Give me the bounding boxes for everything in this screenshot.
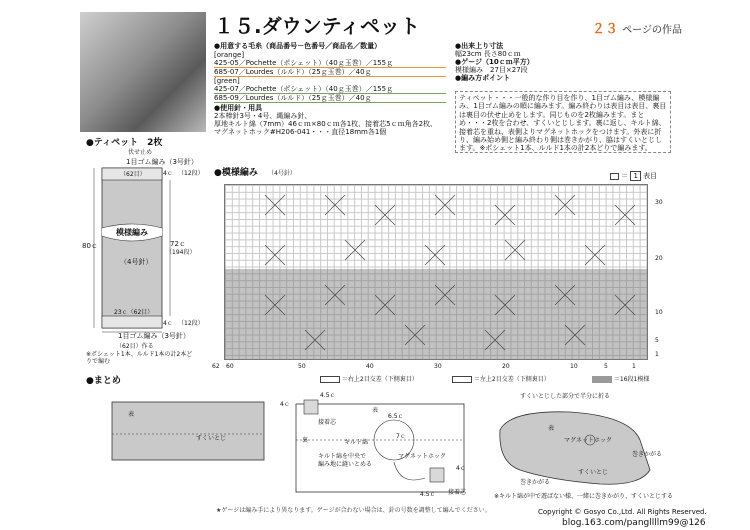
col-label-1: 1 <box>632 363 636 370</box>
gauge-value: 模様編み 27目×27段 <box>455 66 528 75</box>
row-label-30: 30 <box>655 199 663 206</box>
legend-eq: ＝ <box>621 172 629 180</box>
finish-diagram-3 <box>490 400 663 492</box>
copyright: Copyright © Gosyo Co.,Ltd. All Rights Reserved. <box>538 508 707 516</box>
cable-crossings <box>225 185 649 361</box>
col-label-40: 40 <box>366 363 374 370</box>
row-label-10: 10 <box>655 309 663 316</box>
key-repeat <box>592 376 649 384</box>
green-yarn-1: 425-07／Pochette（ポシェット）（40ｇ玉巻）／155ｇ <box>214 85 446 94</box>
finish-omote3: 表 <box>548 425 555 432</box>
finish-sukui2: すくいとじ <box>578 469 609 476</box>
finish-fold: すくいとじした部分で半分に折る <box>520 393 611 400</box>
key-left-cross <box>452 376 550 384</box>
chart-heading: ●模様編み <box>214 168 258 178</box>
size-value: 幅23cm 長さ80ｃｍ <box>455 50 521 59</box>
finish-diagram-1 <box>100 396 270 466</box>
finish-maki2: 巻きかがる <box>520 479 551 486</box>
key-right-cross <box>320 376 418 384</box>
c4-bot-label: 4ｃ <box>163 320 173 327</box>
make-label: （62目）作る <box>116 343 154 350</box>
col-label-5: 5 <box>604 363 608 370</box>
finish-center2: 編み地に縫いとめる <box>318 461 373 468</box>
width-23-label: 23ｃ（62目） <box>114 309 154 316</box>
rows-194-label: （194段） <box>166 249 196 256</box>
empty-cell-icon <box>610 173 619 180</box>
length-72-label: 72ｃ <box>170 240 186 248</box>
finish-maki: 巻きかがる <box>632 451 663 458</box>
finish-c45-a: 4.5ｃ <box>320 392 336 399</box>
points-box: ティペット・・・一般的な作り目を作り、1目ゴム編み、模様編み、1目ゴム編みの順に編みます。編み終わりは表目は表目、裏目は裏目の伏せ止めをします。同じものを2枚編みます。まとめ・・・2枚を合わせ、すくいとじします。裏に返し、キルト綿、接着芯を重ね、表側よりマグネットホックをつけます。外表に折り、編み始め側と編み終わり側は巻きかがり、脇はすくいとじします。※ポシェット1本、ルルド1本の計2本どりで編みます。 <box>455 91 671 153</box>
chart-legend <box>610 172 657 180</box>
cast-off-label: 伏せ止め <box>128 149 153 156</box>
model-photo <box>80 12 206 132</box>
finish-c45-b: 4.5ｃ <box>420 491 436 498</box>
finish-c7: 7ｃ <box>396 433 406 440</box>
right-cross-icon <box>320 376 340 383</box>
c4-top-label: 4ｃ <box>163 170 173 177</box>
row-label-5: 5 <box>655 337 659 344</box>
finish-sukui: すくいとじ <box>196 435 227 442</box>
col-label-20: 20 <box>502 363 510 370</box>
key-repeat-text: ＝16段1模様 <box>613 376 650 383</box>
points-heading: ●編み方ポイント <box>455 74 511 83</box>
pattern-label: 模様編み <box>116 228 148 237</box>
size-heading: ●出来上り寸法 <box>455 42 504 50</box>
finish-diagram-2 <box>290 396 470 502</box>
tools-line-2: 厚地キルト綿（7mm）46ｃｍ×80ｃｍ各1枚、接着芯5ｃｍ角各2枚、 <box>214 120 438 129</box>
green-yarn-2: 685-09／Lourdes（ルルド）（25ｇ玉巻）／40ｇ <box>214 94 446 103</box>
green-label: [green] <box>214 77 240 86</box>
orange-label: [orange] <box>214 51 245 60</box>
finish-kilt: キルト綿 <box>344 439 368 446</box>
finish-omote: 表 <box>128 411 135 418</box>
rows12-top-label: （12段） <box>178 170 204 177</box>
finish-bottom-note: ※キルト綿が中で遊ばない様、一緒に巻きかがり、すくいとじする <box>494 493 673 500</box>
finish-ura: 裏 <box>302 437 309 444</box>
key-left-cross-text: ＝左上2目交差（下側裏目） <box>473 376 550 383</box>
col-label-62: 62 <box>212 363 220 370</box>
row-label-1: 1 <box>655 351 659 358</box>
rib-top-label: 1目ゴム編み（3号針） <box>126 158 198 166</box>
orange-yarn-1: 425-05／Pochette（ポシェット）（40ｇ玉巻）／155ｇ <box>214 59 446 68</box>
row-label-20: 20 <box>655 255 663 262</box>
diagram-note: ※ポシェット1本、ルルド1本の計2本どりで編む <box>86 351 193 365</box>
legend-num: 1 <box>630 171 640 181</box>
gauge-note: ★ゲージは編み手により異なります。ゲージが合わない場合は、針の号数を調整して編んでください。 <box>216 507 491 514</box>
rows12-bot-label: （12段） <box>178 320 204 327</box>
col-label-60: 60 <box>226 363 234 370</box>
diagram-heading: ●ティペット 2枚 <box>86 138 163 148</box>
materials-heading: ●用意する毛糸（商品番号－色番号／商品名／数量） <box>214 42 382 50</box>
finish-setchaku-b: 接着芯 <box>448 489 467 496</box>
repeat-swatch-icon <box>592 376 612 383</box>
finish-c65: 6.5ｃ <box>388 413 404 420</box>
rib-bot-label: 1目ゴム編み（3号針） <box>118 332 190 340</box>
materials-block <box>214 42 446 137</box>
finish-heading: ●まとめ <box>86 376 121 386</box>
finish-magnet: マグネットホック <box>398 453 446 460</box>
tools-heading: ●使用針・用具 <box>214 104 263 113</box>
needle-label: （4号針） <box>120 258 153 266</box>
page-ref-suffix: ページの作品 <box>622 25 682 36</box>
orange-yarn-2: 685-07／Lourdes（ルルド）（25ｇ玉巻）／40ｇ <box>214 68 446 77</box>
finish-c4-b: 4ｃ <box>456 465 466 472</box>
sts-top-label: （62目） <box>120 171 146 178</box>
finish-c4-a: 4ｃ <box>280 401 290 408</box>
finish-omote2: 表 <box>372 407 379 414</box>
key-right-cross-text: ＝右上2目交差（下側裏目） <box>341 376 418 383</box>
gauge-heading: ●ゲージ（10ｃｍ平方） <box>455 58 534 67</box>
finish-setchaku-a: 接着芯 <box>318 419 337 426</box>
page-title: １５.ダウンティペット <box>214 14 420 38</box>
tools-line-1: 2本棒針3号・4号、縄編み針、 <box>214 112 312 121</box>
blog-watermark: blog.163.com/pangllllm99@126 <box>562 518 706 528</box>
specs-block <box>455 42 673 82</box>
legend-text: 表目 <box>643 172 658 180</box>
chart-sub: （4号針） <box>268 170 296 177</box>
page-reference <box>592 18 682 37</box>
length-80-label: 80ｃ <box>82 242 98 250</box>
col-label-30: 30 <box>434 363 442 370</box>
finish-center: キルト綿を中央で <box>318 453 366 460</box>
col-label-10: 10 <box>570 363 578 370</box>
knit-chart <box>224 184 648 360</box>
col-label-50: 50 <box>298 363 306 370</box>
finish-magnet2: マグネットホック <box>564 437 612 444</box>
tools-line-3: マグネットホック#H206-041・・・直径18mm各1個 <box>214 128 387 137</box>
left-cross-icon <box>452 376 472 383</box>
page-ref-number: ２３ <box>592 22 619 37</box>
